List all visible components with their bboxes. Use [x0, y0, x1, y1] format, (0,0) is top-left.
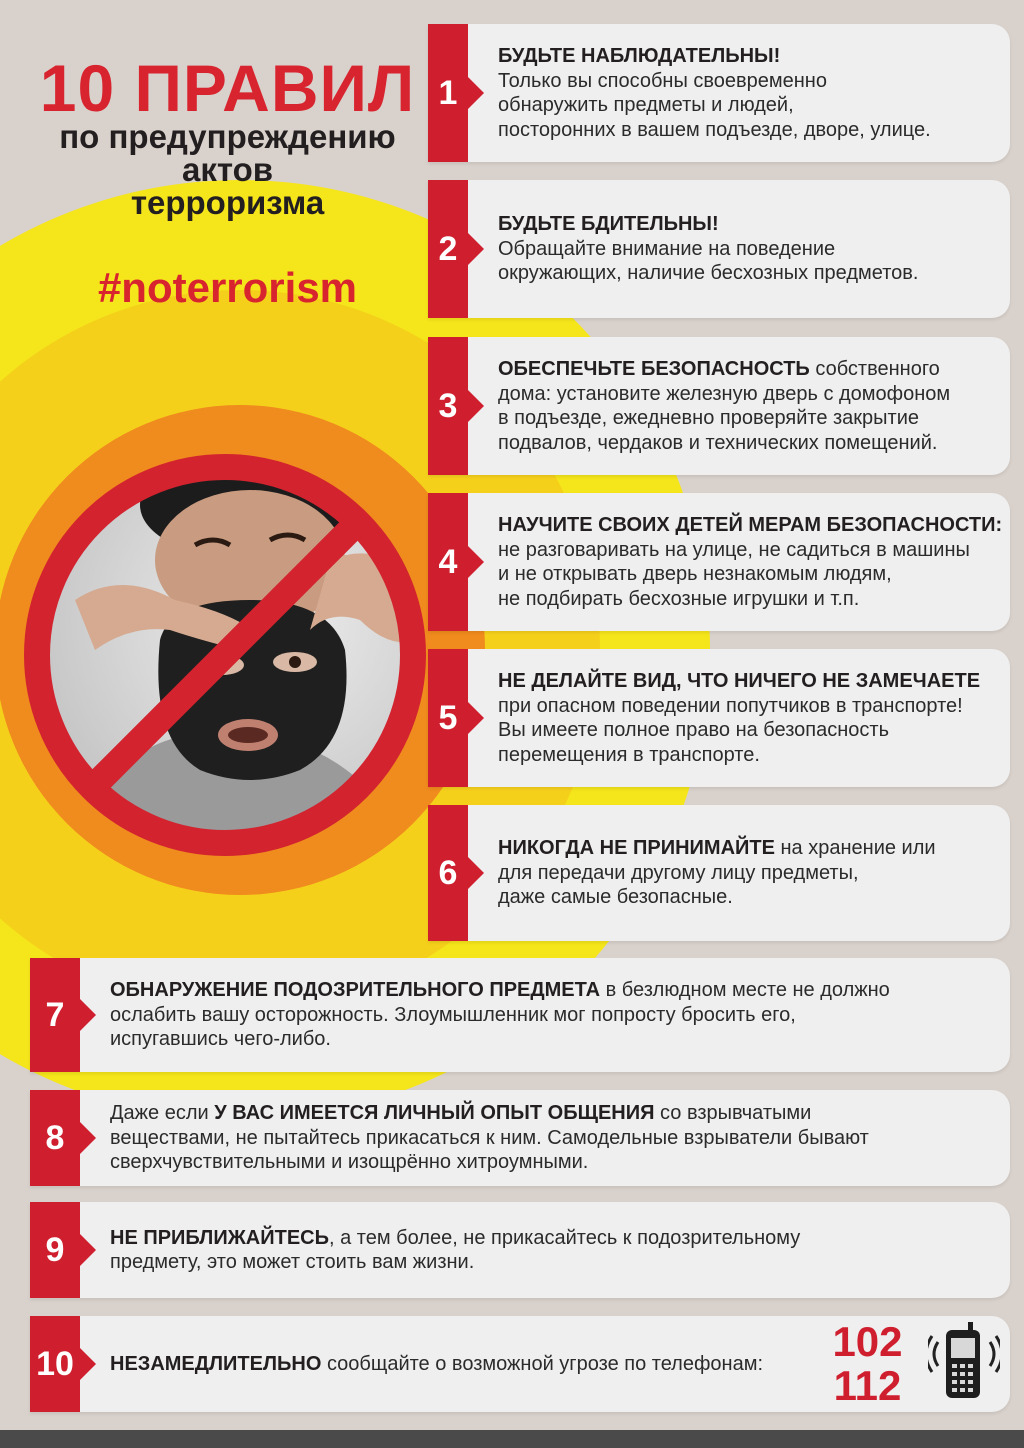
rule-text-line — [110, 1027, 1002, 1052]
rule-number: 6 — [428, 805, 468, 941]
rule-text-line — [498, 212, 1002, 237]
rule-body-text: даже самые безопасные. — [498, 886, 733, 909]
rule-text-line — [498, 237, 1002, 262]
rule-number: 4 — [428, 493, 468, 631]
rule-text-line — [498, 743, 1002, 768]
rule-card-6 — [428, 805, 1010, 941]
rule-card-5 — [428, 649, 1010, 787]
rule-body-text: со взрывчатыми — [654, 1102, 812, 1125]
subtitle-line: терроризма — [130, 184, 325, 221]
rule-body-text: при опасном поведении попутчиков в транспорте! — [498, 694, 963, 717]
rule-body-text: обнаружить предметы и людей, — [498, 94, 794, 116]
rule-text-line — [498, 431, 1002, 456]
rule-body-text: веществами, не пытайтесь прикасаться к ним. Самодельные взрыватели бывают — [110, 1126, 869, 1149]
rule-text — [498, 649, 1002, 787]
bottom-bar — [0, 1430, 1024, 1448]
prohibited-photo — [0, 0, 470, 880]
rule-text-line — [498, 861, 1002, 886]
rule-body-text: дома: установите железную дверь с домофоном — [498, 382, 951, 405]
rule-text — [110, 958, 1002, 1072]
rule-text-line — [498, 885, 1002, 910]
rule-body-text: подвалов, чердаков и технических помещений. — [498, 431, 938, 454]
rule-text-line — [498, 69, 1002, 94]
rule-card-8 — [30, 1090, 1010, 1186]
rule-text-line — [498, 357, 1002, 382]
page-title: 10 ПРАВИЛ — [39, 51, 416, 125]
rule-text-line — [110, 1226, 1002, 1251]
rule-heading-text: НИКОГДА НЕ ПРИНИМАЙТЕ — [498, 837, 775, 860]
rule-text — [498, 337, 1002, 475]
rule-body-text: на хранение или — [774, 837, 936, 860]
rule-body-text: испугавшись чего-либо. — [110, 1028, 331, 1051]
rule-heading-text: ОБНАРУЖЕНИЕ ПОДОЗРИТЕЛЬНОГО ПРЕДМЕТА — [110, 979, 601, 1002]
rule-body-text: Вы имеете полное право на безопасность — [498, 719, 889, 741]
rule-number: 1 — [428, 24, 468, 162]
rule-heading-text: ОБЕСПЕЧЬТЕ БЕЗОПАСНОСТЬ — [498, 358, 810, 380]
subtitle-line: по предупреждению — [59, 118, 396, 155]
rule-card-3 — [428, 337, 1010, 475]
rule-text-line — [498, 261, 1002, 286]
rule-body-text: и не открывать дверь незнакомым людям, — [498, 563, 892, 585]
rule-text-line — [110, 1150, 1002, 1175]
rule-number: 2 — [428, 180, 468, 318]
subtitle-line: актов — [181, 151, 274, 188]
rule-card-1 — [428, 24, 1010, 162]
rule-body-text: Обращайте внимание на поведение — [498, 237, 836, 260]
rule-text-line — [110, 1126, 1002, 1151]
rule-card-2 — [428, 180, 1010, 318]
rule-number: 5 — [428, 649, 468, 787]
rule-text-line — [498, 694, 1002, 719]
rule-heading-text: НЕ ПРИБЛИЖАЙТЕСЬ — [110, 1226, 329, 1249]
rule-body-text: , а тем более, не прикасайтесь к подозрительному — [328, 1226, 801, 1249]
rule-text — [498, 493, 1002, 631]
rule-text — [110, 1202, 1002, 1298]
rule-text-line — [498, 718, 1002, 743]
rule-text-line — [498, 513, 1002, 538]
hashtag: #noterrorism — [97, 264, 358, 311]
rule-body-text: предмету, это может стоить вам жизни. — [110, 1251, 475, 1273]
rule-card-7 — [30, 958, 1010, 1072]
rule-text-line — [498, 406, 1002, 431]
rule-body-text: Даже если — [110, 1102, 215, 1125]
rule-text-line — [498, 44, 1002, 69]
rule-text-line — [498, 93, 1002, 118]
rule-text-line — [498, 382, 1002, 407]
rule-text-line — [110, 978, 1002, 1003]
rule-body-text: ослабить вашу осторожность. Злоумышленник мог попросту бросить его, — [110, 1003, 796, 1026]
rule-body-text: в подъезде, ежедневно проверяйте закрытие — [498, 407, 920, 429]
rule-number: 7 — [30, 958, 80, 1072]
rule-text-line — [498, 562, 1002, 587]
rule-body-text: сообщайте о возможной угрозе по телефонам: — [321, 1352, 764, 1375]
rule-text-line — [498, 538, 1002, 563]
mobile-phone-ringing-icon — [928, 1322, 1000, 1406]
rule-text-line — [498, 836, 1002, 861]
rule-text — [110, 1090, 1002, 1186]
rule-body-text: для передачи другому лицу предметы, — [498, 861, 859, 884]
rule-text-line — [498, 669, 1002, 694]
rule-body-text: собственного — [809, 358, 940, 380]
rule-text-line — [110, 1003, 1002, 1028]
rule-body-text: перемещения в транспорте. — [498, 743, 760, 766]
rule-heading-text: НЕЗАМЕДЛИТЕЛЬНО — [110, 1352, 322, 1375]
phone-numbers — [820, 1320, 915, 1408]
rule-body-text: посторонних в вашем подъезде, дворе, улице. — [498, 118, 931, 141]
rule-body-text: сверхчувствительными и изощрённо хитроумными. — [110, 1151, 589, 1174]
rule-text — [498, 180, 1002, 318]
rule-text-line — [110, 1250, 1002, 1275]
rule-body-text: не подбирать бесхозные игрушки и т.п. — [498, 587, 860, 610]
rule-body-text: не разговаривать на улице, не садиться в машины — [498, 538, 970, 561]
rule-text — [498, 805, 1002, 941]
rule-heading-text: БУДЬТЕ БДИТЕЛЬНЫ! — [498, 213, 719, 236]
rule-heading-text: НЕ ДЕЛАЙТЕ ВИД, ЧТО НИЧЕГО НЕ ЗАМЕЧАЕТЕ — [498, 670, 981, 692]
rule-heading-text: У ВАС ИМЕЕТСЯ ЛИЧНЫЙ ОПЫТ ОБЩЕНИЯ — [214, 1102, 655, 1125]
rule-text-line — [498, 587, 1002, 612]
rule-number: 8 — [30, 1090, 80, 1186]
rule-heading-text: БУДЬТЕ НАБЛЮДАТЕЛЬНЫ! — [498, 45, 781, 67]
rule-text-line — [110, 1101, 1002, 1126]
rule-body-text: Только вы способны своевременно — [498, 69, 827, 92]
rule-heading-text: НАУЧИТЕ СВОИХ ДЕТЕЙ МЕРАМ БЕЗОПАСНОСТИ: — [498, 514, 1003, 536]
rule-card-9 — [30, 1202, 1010, 1298]
rule-text-line — [498, 118, 1002, 143]
rule-number: 3 — [428, 337, 468, 475]
phone-number-112[interactable]: 112 — [833, 1362, 902, 1409]
rule-body-text: окружающих, наличие бесхозных предметов. — [498, 262, 919, 285]
phone-number-102[interactable]: 102 — [832, 1318, 903, 1365]
rule-text — [498, 24, 1002, 162]
rule-card-4 — [428, 493, 1010, 631]
rule-body-text: в безлюдном месте не должно — [600, 979, 890, 1002]
rule-number: 9 — [30, 1202, 80, 1298]
rule-number: 10 — [30, 1316, 80, 1412]
